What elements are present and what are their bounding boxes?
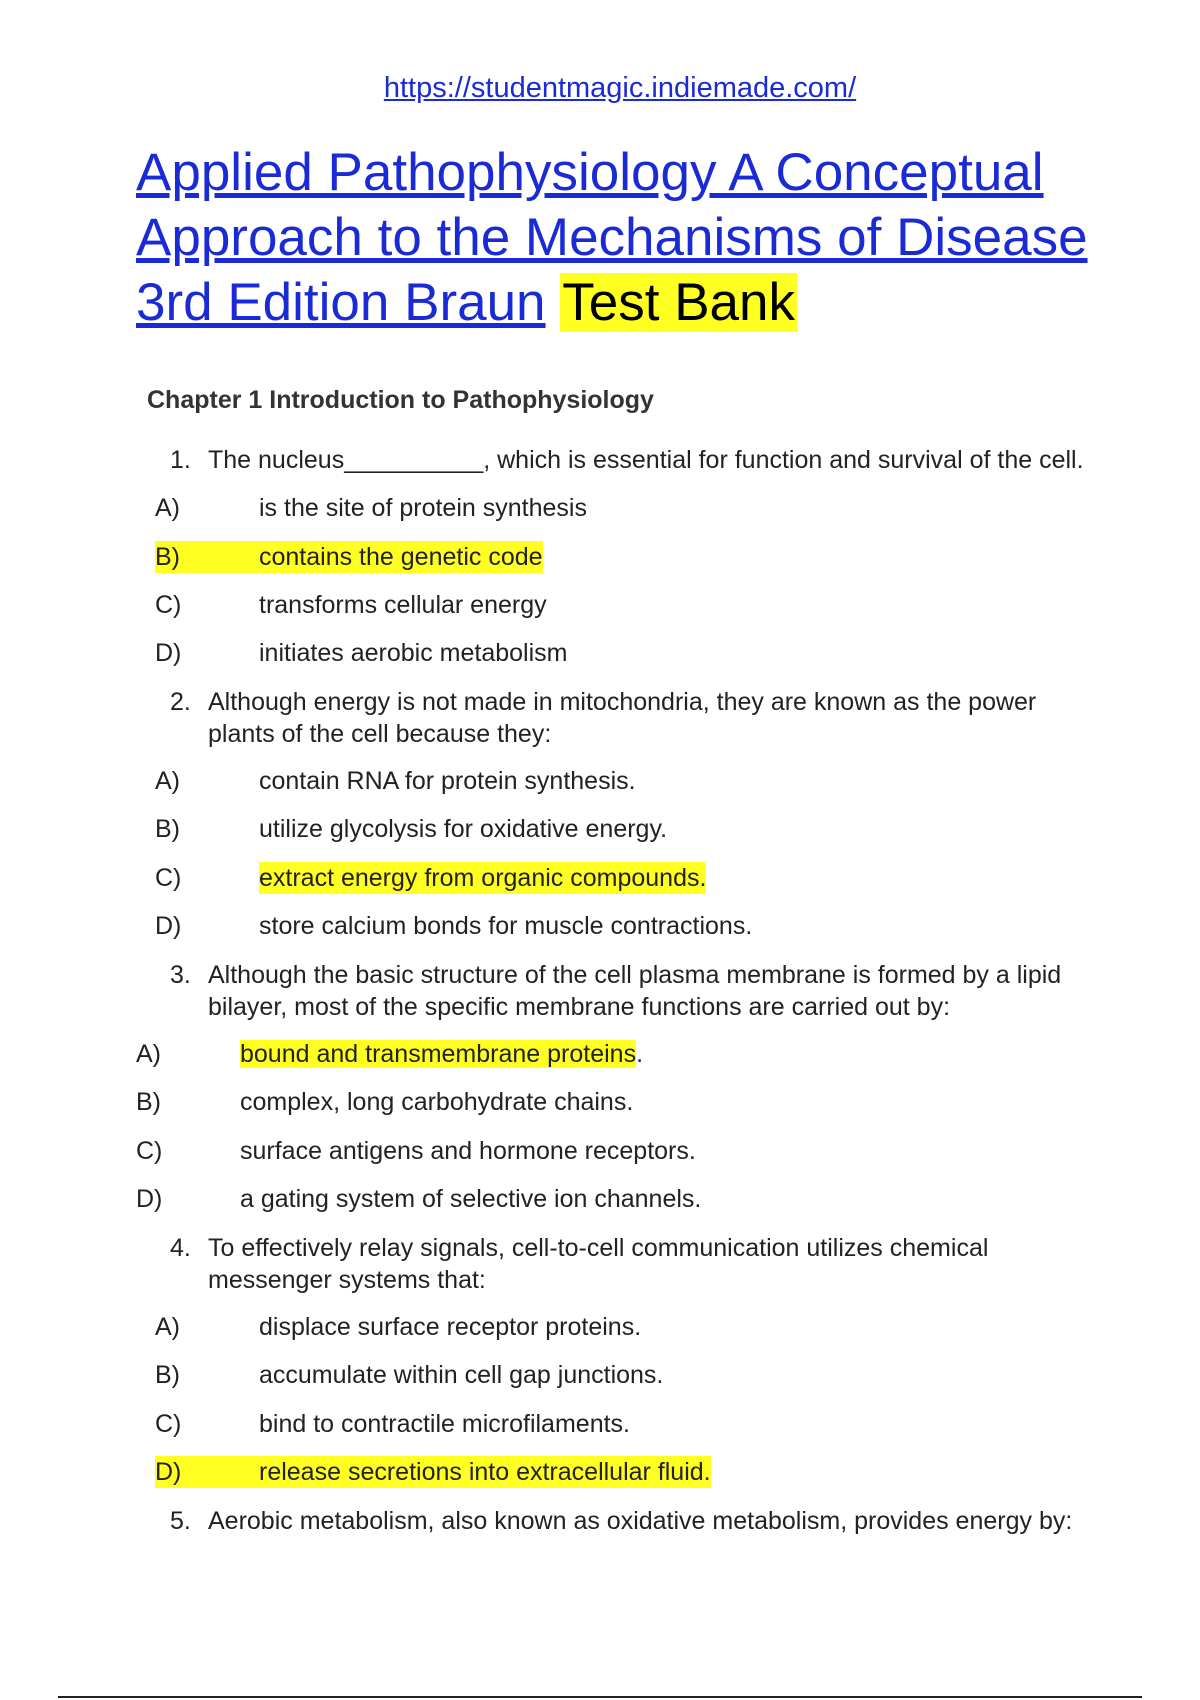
question-number: 2. bbox=[170, 688, 191, 716]
option-letter: A) bbox=[155, 1313, 180, 1341]
highlight-gap bbox=[195, 1456, 259, 1488]
question-text: To effectively relay signals, cell-to-cell communication utilizes chemical messenger systems that: bbox=[208, 1234, 989, 1294]
option-text: bind to contractile microfilaments. bbox=[259, 1410, 630, 1438]
option-letter: D) bbox=[155, 912, 182, 940]
question-number: 3. bbox=[170, 961, 191, 989]
title-highlight-test-bank: Test Bank bbox=[562, 273, 796, 332]
document-title bbox=[136, 140, 1116, 335]
option-letter: B) bbox=[155, 815, 180, 843]
option-text: initiates aerobic metabolism bbox=[259, 639, 568, 667]
footer-divider bbox=[58, 1696, 1142, 1698]
option-letter: D) bbox=[155, 639, 182, 667]
option-text: accumulate within cell gap junctions. bbox=[259, 1361, 664, 1389]
option-text: complex, long carbohydrate chains. bbox=[240, 1088, 634, 1116]
option-letter: A) bbox=[136, 1040, 161, 1068]
option-letter: A) bbox=[155, 494, 180, 522]
highlight-gap bbox=[195, 541, 259, 573]
question-number: 5. bbox=[170, 1507, 191, 1535]
option-text: utilize glycolysis for oxidative energy. bbox=[259, 815, 668, 843]
option-text: transforms cellular energy bbox=[259, 591, 547, 619]
question-text: The nucleus__________, which is essential for function and survival of the cell. bbox=[208, 446, 1084, 474]
option-letter: D) bbox=[155, 1456, 195, 1488]
option-text: release secretions into extracellular fluid. bbox=[259, 1458, 711, 1486]
question-text: Although energy is not made in mitochondria, they are known as the power plants of the cell because they: bbox=[208, 688, 1037, 748]
question-text: Aerobic metabolism, also known as oxidative metabolism, provides energy by: bbox=[208, 1507, 1073, 1535]
option-text: extract energy from organic compounds. bbox=[259, 864, 707, 892]
option-letter: C) bbox=[155, 864, 182, 892]
title-link-line-2[interactable]: Approach to the Mechanisms of Disease bbox=[136, 208, 1088, 267]
option-letter: A) bbox=[155, 767, 180, 795]
option-text: store calcium bonds for muscle contractions. bbox=[259, 912, 753, 940]
option-letter: B) bbox=[136, 1088, 161, 1116]
option-text-suffix: . bbox=[636, 1040, 644, 1068]
option-letter: B) bbox=[155, 1361, 180, 1389]
option-letter: D) bbox=[136, 1185, 163, 1213]
question-number: 4. bbox=[170, 1234, 191, 1262]
option-text: bound and transmembrane proteins bbox=[240, 1040, 637, 1068]
option-text: is the site of protein synthesis bbox=[259, 494, 587, 522]
option-letter: C) bbox=[155, 1410, 182, 1438]
question-text: Although the basic structure of the cell plasma membrane is formed by a lipid bilayer, most of the specific membrane functions are carried out by: bbox=[208, 961, 1062, 1021]
option-text: surface antigens and hormone receptors. bbox=[240, 1137, 696, 1165]
title-link-line-3[interactable]: 3rd Edition Braun bbox=[136, 273, 546, 332]
question-number: 1. bbox=[170, 446, 191, 474]
option-text: a gating system of selective ion channels. bbox=[240, 1185, 702, 1213]
option-letter: C) bbox=[155, 591, 182, 619]
source-url-link[interactable]: https://studentmagic.indiemade.com/ bbox=[383, 72, 857, 104]
option-text-wrap bbox=[240, 1038, 643, 1070]
option-text: contain RNA for protein synthesis. bbox=[259, 767, 636, 795]
title-link-line-1[interactable]: Applied Pathophysiology A Conceptual bbox=[136, 143, 1044, 202]
option-letter: B) bbox=[155, 541, 195, 573]
option-letter: C) bbox=[136, 1137, 163, 1165]
chapter-heading: Chapter 1 Introduction to Pathophysiology bbox=[147, 386, 654, 414]
option-text: displace surface receptor proteins. bbox=[259, 1313, 642, 1341]
option-text: contains the genetic code bbox=[259, 543, 543, 571]
